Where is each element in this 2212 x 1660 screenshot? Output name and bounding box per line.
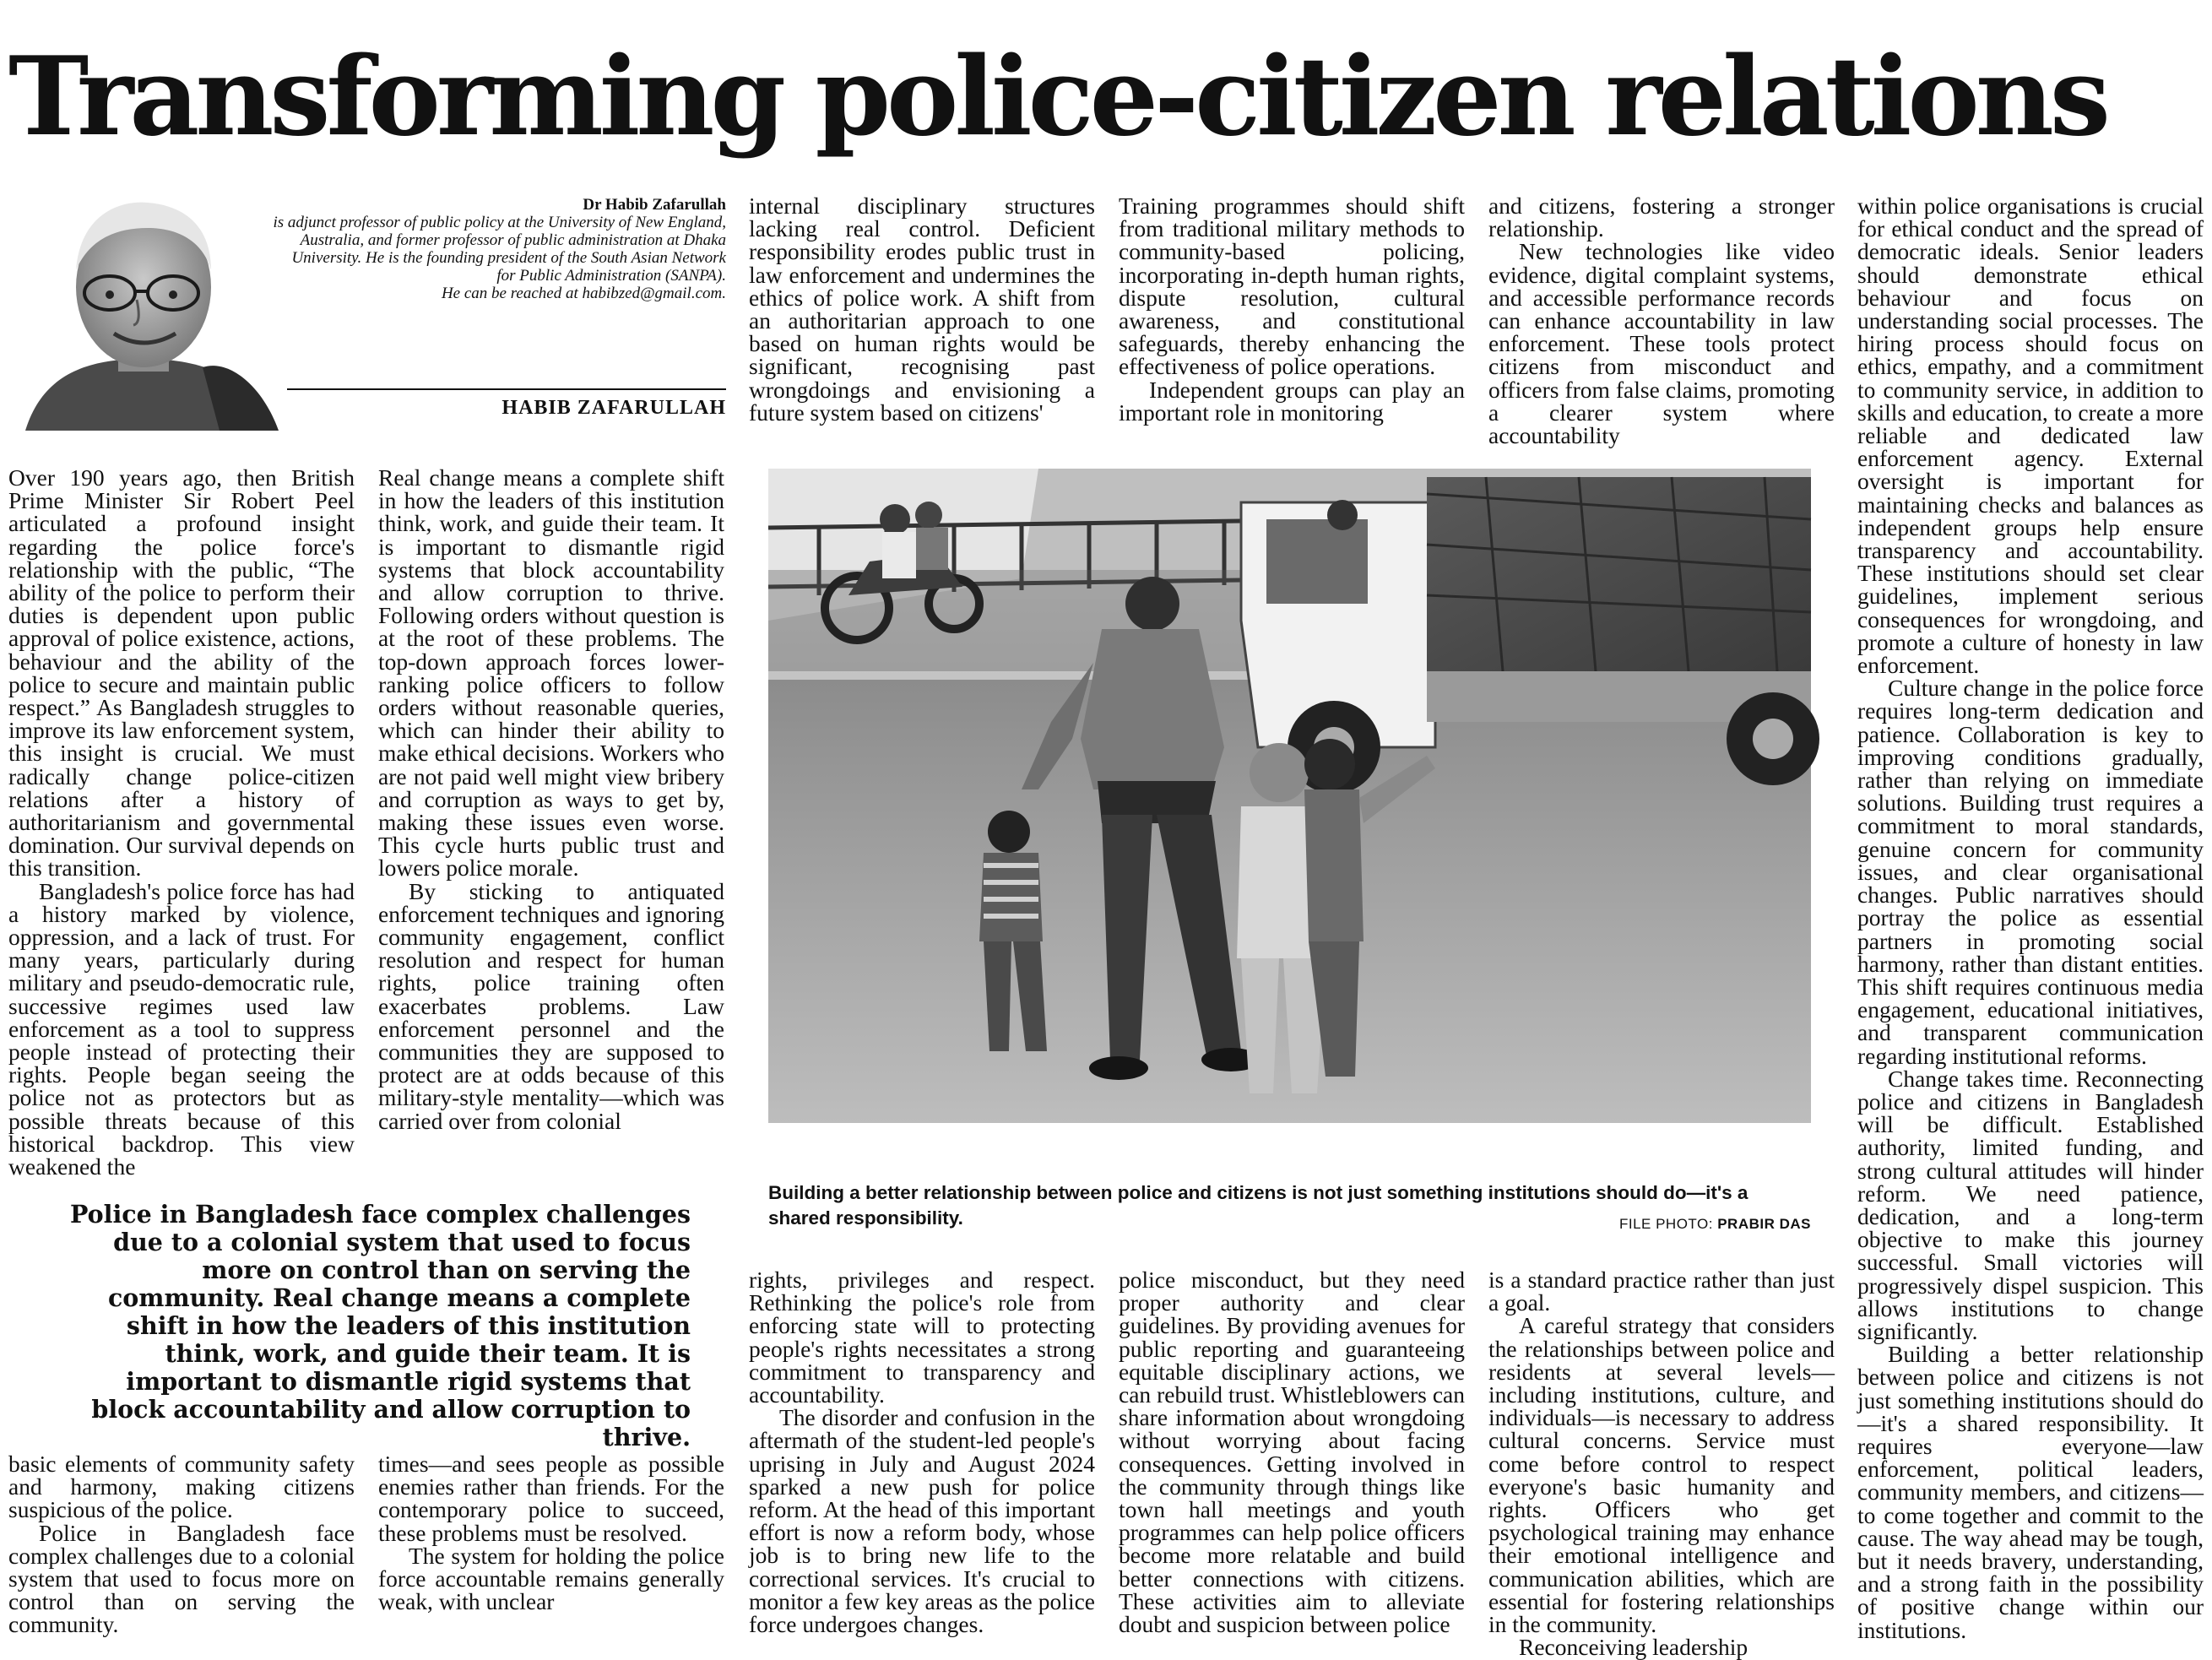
column-1-top <box>8 464 355 1180</box>
paragraph: Over 190 years ago, then British Prime Minister Sir Robert Peel articulated a profound insight regarding the police force's relationship with the public, “The ability of the police to perform their duties is dependent upon public approval of police existence, actions, behaviour and the ability of the police to secure and maintain public respect.” As Bangladesh struggles to improve its law enforcement system, this insight is crucial. We must radically change police-citizen relations after a history of authoritarianism and governmental domination. Our survival depends on this transition. <box>8 464 355 882</box>
column-5-top <box>1488 194 1835 448</box>
paragraph: is a standard practice rather than just a goal. <box>1488 1267 1835 1316</box>
paragraph: rights, privileges and respect. Rethinking the police's role from enforcing state will to protecting people's rights necessitates a strong commitment to transparency and accountability. <box>749 1267 1095 1408</box>
paragraph: By sticking to antiquated enforcement techniques and ignoring community engagement, conflict resolution and respect for human rights, police training often exacerbates problems. Law enforcement personnel and the communities they are supposed to protect are at odds because of this military-style mentality—which was carried over from colonial <box>378 877 724 1134</box>
news-photo <box>768 469 1811 1123</box>
column-1-bottom <box>8 1452 355 1638</box>
paragraph: Bangladesh's police force has had a history marked by violence, oppression, and a lack of trust. For many years, particularly during military and pseudo-democratic rule, successive regimes used law enforcement as a tool to suppress people instead of protecting their rights. People began seeing the police not as protectors but as possible threats because of this historical backdrop. This view weakened the <box>8 877 355 1180</box>
column-5-bottom <box>1488 1267 1835 1660</box>
column-4-bottom <box>1119 1268 1465 1638</box>
column-3-top <box>749 194 1095 448</box>
author-name: Dr Habib Zafarullah <box>583 196 726 214</box>
author-description: is adjunct professor of public policy at the University of New England, Australia, and former professor of public administration at Dhaka University. He is the founding president of the South Asian Network for Public Administration (SANPA). <box>273 214 726 285</box>
paragraph: Independent groups can play an important role in monitoring <box>1119 376 1465 426</box>
paragraph: police misconduct, but they need proper authority and clear guidelines. By providing avenues for public reporting and guaranteeing equitable disciplinary actions, we can rebuild trust. Whistleblowers can share information about wrongdoing without worrying about facing consequences. Getting involved in the community through things like town hall meetings and youth programmes can help police officers become more relatable and build better connections with citizens. These activities aim to alleviate doubt and suspicion between police <box>1119 1267 1465 1638</box>
paragraph: times—and sees people as possible enemies rather than friends. For the contemporary police to succeed, these problems must be resolved. <box>378 1451 724 1546</box>
author-contact: He can be reached at habibzed@gmail.com. <box>441 285 726 302</box>
paragraph: A careful strategy that considers the relationships between police and residents at several levels—including institutions, culture, and individuals—is necessary to address cultural concerns. Service must come before control to respect everyone's basic humanity and rights. Officers who get psychological training may enhance their emotional intelligence and communication abilities, which are essential for fostering relationships in the community. <box>1488 1312 1835 1638</box>
headline: Transforming police-citizen relations <box>8 34 2106 160</box>
photo-credit <box>1266 1216 1811 1233</box>
author-photo <box>8 190 287 431</box>
paragraph: internal disciplinary structures lacking real control. Deficient responsibility erodes public trust in law enforcement and undermines the ethics of police work. A shift from an authoritarian approach to one based on human rights would be significant, recognising past wrongdoings and envisioning a future system based on citizens' <box>749 193 1095 426</box>
paragraph: Change takes time. Reconnecting police and citizens in Bangladesh will be difficult. Established authority, limited funding, and strong cultural attitudes will hinder reform. We need patience, dedication, and a long-term objective to make this journey successful. Small victories will progressively dispel suspicion. This allows institutions to change significantly. <box>1857 1065 2204 1344</box>
paragraph: The system for holding the police force accountable remains generally weak, with unclear <box>378 1542 724 1615</box>
paragraph: Training programmes should shift from traditional military methods to community-based policing, incorporating in-depth human rights, dispute resolution, cultural awareness, and constitutional safeguards, thereby enhancing the effectiveness of police operations. <box>1119 193 1465 380</box>
photo-caption: Building a better relationship between police and citizens is not just something institutions should do—it's a shared responsibility. <box>768 1182 1748 1229</box>
paragraph: Police in Bangladesh face complex challenges due to a colonial system that used to focus more on control than on serving the community. <box>8 1519 355 1638</box>
column-4-top <box>1119 194 1465 448</box>
column-3-bottom <box>749 1268 1095 1638</box>
paragraph: basic elements of community safety and harmony, making citizens suspicious of the police. <box>8 1451 355 1523</box>
paragraph: New technologies like video evidence, digital complaint systems, and accessible performance records can enhance accountability in law enforcement. These tools protect citizens from misconduct and officers from false claims, promoting a clearer system where accountability <box>1488 238 1835 449</box>
photo-credit-name: PRABIR DAS <box>1717 1216 1811 1232</box>
column-2-top <box>378 466 724 1163</box>
photo-credit-label: FILE PHOTO: <box>1618 1216 1713 1232</box>
column-2-bottom <box>378 1452 724 1638</box>
paragraph: Real change means a complete shift in how the leaders of this institution think, work, and guide their team. It is important to dismantle rigid systems that block accountability and allow corruption to thrive. Following orders without question is at the root of these problems. The top-down approach forces lower-ranking police officers to follow orders without reasonable queries, which can hinder their ability to make ethical decisions. Workers who are not paid well might view bribery and corruption as ways to get by, making these issues even worse. This cycle hurts public trust and lowers police morale. <box>378 464 724 882</box>
column-6 <box>1857 193 2204 1643</box>
paragraph: Building a better relationship between police and citizens is not just something institutions should do—it's a shared responsibility. It requires everyone—law enforcement, political leaders, community members, and citizens—to come together and commit to the cause. The way ahead may be tough, but it needs bravery, understanding, and a strong faith in the possibility of positive change within our institutions. <box>1857 1341 2204 1643</box>
paragraph: Reconceiving leadership <box>1519 1634 1748 1660</box>
paragraph: The disorder and confusion in the aftermath of the student-led people's uprising in July and August 2024 sparked a new push for police reform. At the head of this important effort is now a reform body, whose job is to bring new life to the correctional services. It's crucial to monitor a few key areas as the police force undergoes changes. <box>749 1404 1095 1638</box>
author-bio <box>270 196 726 302</box>
byline-rule <box>287 388 726 390</box>
pull-quote: Police in Bangladesh face complex challenges due to a colonial system that used to focus more on control than on serving the community. Real change means a complete shift in how the leaders of this institution think, work, and guide their team. It is important to dismantle rigid systems that block accountability and allow corruption to thrive. <box>69 1200 691 1451</box>
paragraph: and citizens, fostering a stronger relationship. <box>1488 193 1835 242</box>
byline: HABIB ZAFARULLAH <box>501 397 726 419</box>
paragraph: Culture change in the police force requires long-term dedication and patience. Collaboration is key to improving conditions gradually, rather than relying on immediate solutions. Building trust requires a commitment to moral standards, genuine concern for community issues, and clear organisational changes. Public narratives should portray the police as essential partners in promoting social harmony, rather than distant entities. This shift requires continuous media engagement, educational initiatives, and transparent communication regarding institutional reforms. <box>1857 675 2204 1069</box>
paragraph: within police organisations is crucial for ethical conduct and the spread of democratic ideals. Senior leaders should demonstrate ethical behaviour and focus on understanding social processes. The hiring process should focus on ethics, empathy, and a commitment to community service, in addition to skills and education, to create a more reliable and dedicated law enforcement agency. External oversight is important for maintaining checks and balances as independent groups help ensure transparency and accountability. These institutions should set clear guidelines, implement serious consequences for wrongdoing, and promote a culture of honesty in law enforcement. <box>1857 193 2204 679</box>
